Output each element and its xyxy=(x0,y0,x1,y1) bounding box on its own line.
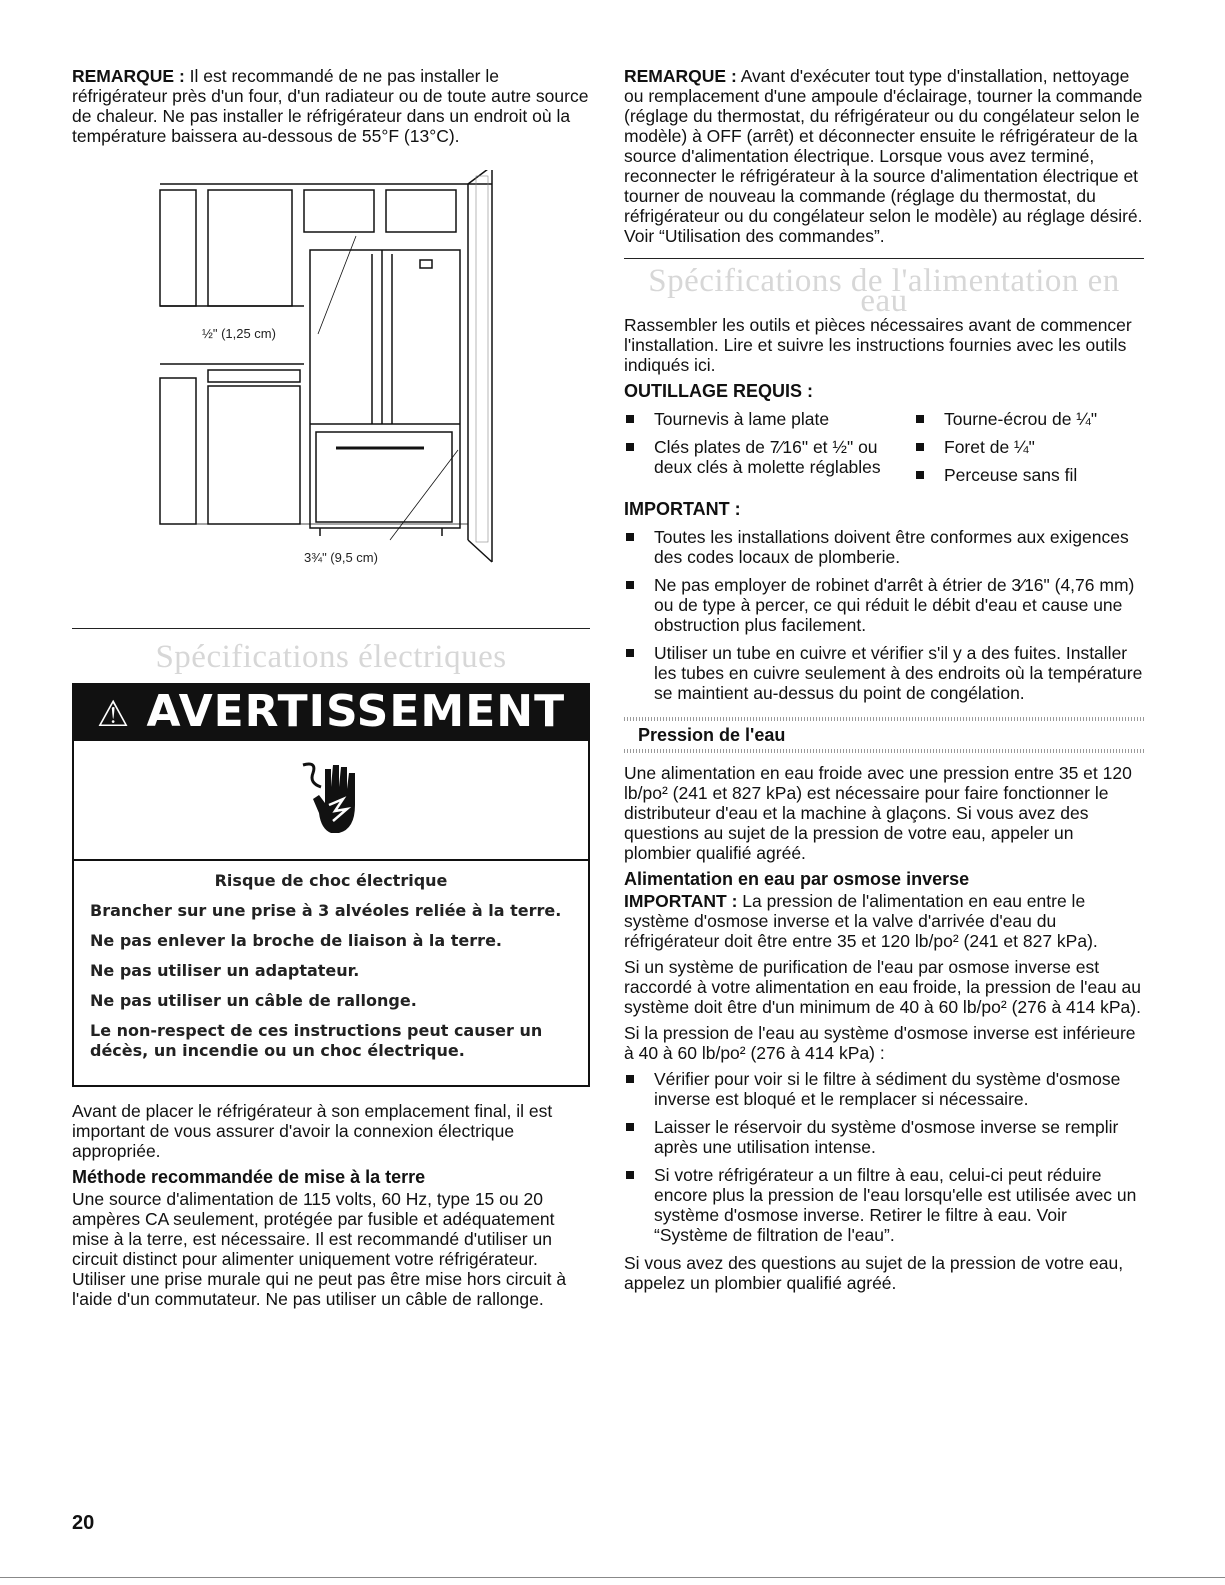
important-item: Utiliser un tube en cuivre et vérifier s'il y a des fuites. Installer les tubes en cuivre seulement à des endroits où la température se maintient au-dessus du point de congélation. xyxy=(624,643,1144,703)
important-list xyxy=(624,527,1144,703)
tools-list xyxy=(624,409,1144,493)
osmosis-list xyxy=(624,1069,1144,1245)
osmosis-item: Vérifier pour voir si le filtre à sédiment du système d'osmose inverse est bloqué et le remplacer si nécessaire. xyxy=(624,1069,1144,1109)
pressure-rule-bottom xyxy=(624,749,1144,753)
left-note xyxy=(72,66,590,146)
osmosis-important xyxy=(624,891,1144,951)
section-divider-right xyxy=(624,258,1144,259)
important-title: IMPORTANT : xyxy=(624,499,741,519)
electric-shock-hand-icon xyxy=(299,759,369,839)
bottom-rule xyxy=(0,1577,1225,1578)
osmosis-item: Laisser le réservoir du système d'osmose inverse se remplir après une utilisation intense. xyxy=(624,1117,1144,1157)
pressure-title: Pression de l'eau xyxy=(638,725,786,745)
right-note-text: Avant d'exécuter tout type d'installation, nettoyage ou remplacement d'une ampoule d'éclairage, tourner la commande (réglage du thermostat, du réfrigérateur ou du congélateur selon le modèle) à OFF (arrêt) et déconnecter ensuite le réfrigérateur de la source d'alimentation électrique. Lorsque vous avez terminé, reconnecter le réfrigérateur à la source d'alimentation électrique et tourner de nouveau la commande (réglage du thermostat, du réfrigérateur ou du congélateur selon le modèle) au réglage désiré. Voir “Utilisation des commandes”. xyxy=(624,66,1143,246)
warning-icon-area xyxy=(74,741,588,861)
osmosis-item: Si votre réfrigérateur a un filtre à eau, celui-ci peut réduire encore plus la pression de l'eau lorsqu'elle est utilisée avec un système d'osmose inverse. Retirer le filtre à eau. Voir “Système de filtration de l'eau”. xyxy=(624,1165,1144,1245)
osmosis-title: Alimentation en eau par osmose inverse xyxy=(624,869,970,889)
osmosis-p3: Si la pression de l'eau au système d'osmose inverse est inférieure à 40 à 60 lb/po² (276 à 414 kPa) : xyxy=(624,1023,1136,1063)
closing-text: Si vous avez des questions au sujet de la pression de votre eau, appelez un plombier qualifié agréé. xyxy=(624,1253,1124,1293)
tool-item: Perceuse sans fil xyxy=(914,465,1144,485)
warning-line: Ne pas utiliser un câble de rallonge. xyxy=(90,991,417,1010)
warning-triangle-icon: ⚠ xyxy=(96,694,131,735)
left-para-before: Avant de placer le réfrigérateur à son emplacement final, il est important de vous assurer d'avoir la connexion électrique appropriée. xyxy=(72,1101,553,1161)
right-column xyxy=(624,66,1144,1299)
cabinet-diagram xyxy=(72,170,590,610)
method-title: Méthode recommandée de mise à la terre xyxy=(72,1167,426,1187)
osmosis-important-text: La pression de l'alimentation en eau entre le système d'osmose inverse et la valve d'arrivée d'eau du réfrigérateur doit être entre 35 et 120 lb/po² (241 et 827 kPa). xyxy=(624,891,1098,951)
left-note-text: Il est recommandé de ne pas installer le réfrigérateur près d'un four, d'un radiateur ou de toute autre source de chaleur. Ne pas installer le réfrigérateur dans un endroit où la température baissera au-dessous de 55°F (13°C). xyxy=(72,66,589,146)
warning-lines xyxy=(74,861,588,1085)
tool-item: Clés plates de 7⁄16" et ½" ou deux clés à molette réglables xyxy=(624,437,914,477)
important-item: Toutes les installations doivent être conformes aux exigences des codes locaux de plomberie. xyxy=(624,527,1144,567)
warning-line: Le non-respect de ces instructions peut causer un décès, un incendie ou un choc électrique. xyxy=(90,1021,543,1060)
left-note-label: REMARQUE : xyxy=(72,66,185,86)
page-number: 20 xyxy=(72,1512,95,1534)
osmosis-important-label: IMPORTANT : xyxy=(624,891,738,911)
right-note-label: REMARQUE : xyxy=(624,66,737,86)
figure-label-bottom: 3¾" (9,5 cm) xyxy=(304,550,378,565)
osmosis-p2: Si un système de purification de l'eau par osmose inverse est raccordé à votre alimentation en eau froide, la pression de l'eau au système doit être d'un minimum de 40 à 60 lb/po² (276 à 414 kPa). xyxy=(624,957,1141,1017)
figure-label-top: ½" (1,25 cm) xyxy=(202,326,276,341)
method-text: Une source d'alimentation de 115 volts, 60 Hz, type 15 ou 20 ampères CA seulement, protégée par fusible et adéquatement mise à la terre, est nécessaire. Il est recommandé d'utiliser un circuit distinct pour alimenter uniquement votre réfrigérateur. Utiliser une prise murale qui ne peut pas être mise hors circuit à l'aide d'un commutateur. Ne pas utiliser un câble de rallonge. xyxy=(72,1189,567,1309)
warning-line: Ne pas utiliser un adaptateur. xyxy=(90,961,360,980)
installation-figure xyxy=(72,170,590,610)
water-section-title: Spécifications de l'alimentation en eau xyxy=(648,263,1120,319)
water-intro: Rassembler les outils et pièces nécessaires avant de commencer l'installation. Lire et suivre les instructions fournies avec les outils indiqués ici. xyxy=(624,315,1132,375)
tools-title: OUTILLAGE REQUIS : xyxy=(624,381,813,401)
tool-item: Tournevis à lame plate xyxy=(624,409,914,429)
warning-header xyxy=(74,685,588,741)
important-item: Ne pas employer de robinet d'arrêt à étrier de 3⁄16" (4,76 mm) ou de type à percer, ce qui réduit le débit d'eau et cause une obstruction plus facilement. xyxy=(624,575,1144,635)
warning-box xyxy=(72,683,590,1087)
tool-item: Foret de ¼" xyxy=(914,437,1144,457)
tools-col-2 xyxy=(914,409,1144,493)
pressure-text: Une alimentation en eau froide avec une pression entre 35 et 120 lb/po² (241 et 827 kPa) est nécessaire pour faire fonctionner le distributeur d'eau et la machine à glaçons. Si vous avez des questions au sujet de la pression de votre eau, appeler un plombier qualifié agréé. xyxy=(624,763,1132,863)
warning-line-title: Risque de choc électrique xyxy=(214,871,448,890)
warning-line: Ne pas enlever la broche de liaison à la terre. xyxy=(90,931,502,950)
warning-line: Brancher sur une prise à 3 alvéoles reliée à la terre. xyxy=(90,901,562,920)
right-note xyxy=(624,66,1144,246)
warning-header-text: AVERTISSEMENT xyxy=(146,686,566,737)
tools-col-1 xyxy=(624,409,914,493)
left-column xyxy=(72,66,590,1315)
elec-section-title: Spécifications électriques xyxy=(155,639,507,675)
section-divider-left xyxy=(72,628,590,629)
tool-item: Tourne-écrou de ¼" xyxy=(914,409,1144,429)
